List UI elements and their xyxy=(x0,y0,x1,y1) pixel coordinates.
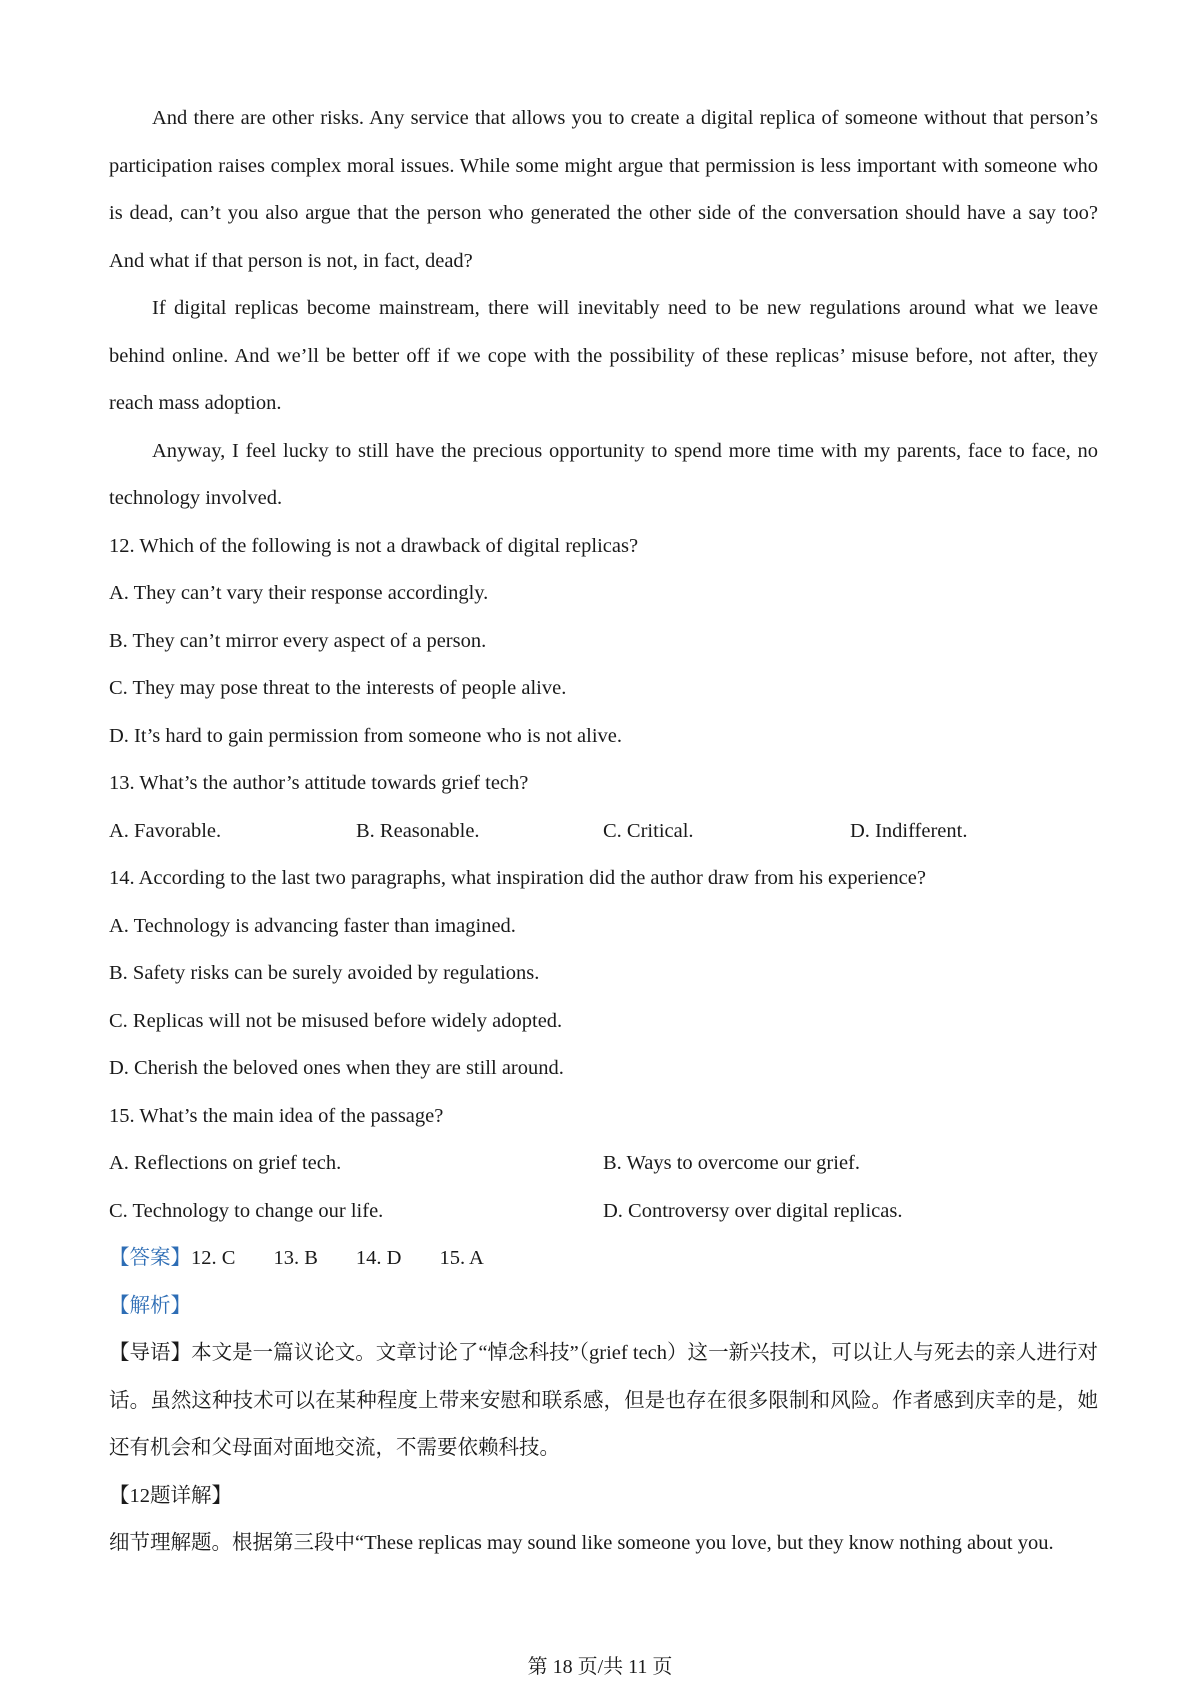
question-15-option-a: A. Reflections on grief tech. xyxy=(109,1152,342,1174)
question-12 xyxy=(109,523,1098,761)
detail-12-text: 细节理解题。根据第三段中“These replicas may sound like someone you love, but they know nothing about you. xyxy=(109,1532,1054,1554)
question-13-option-d: D. Indifferent. xyxy=(850,819,968,842)
answer-item: 13. B xyxy=(273,1247,318,1269)
question-12-stem: 12. Which of the following is not a drawback of digital replicas? xyxy=(109,534,639,557)
question-13-option-a: A. Favorable. xyxy=(109,819,222,842)
question-12-option-a: A. They can’t vary their response accordingly. xyxy=(109,582,489,604)
document-body xyxy=(109,95,1098,1568)
intro-label: 【导语】 xyxy=(109,1342,192,1364)
question-15 xyxy=(109,1093,1098,1236)
question-14 xyxy=(109,855,1098,1093)
detail-12-label: 【12题详解】 xyxy=(109,1484,232,1507)
question-14-option-b: B. Safety risks can be surely avoided by regulations. xyxy=(109,962,540,984)
analysis-label: 【解析】 xyxy=(109,1294,191,1317)
question-14-stem: 14. According to the last two paragraphs, what inspiration did the author draw from his experience? xyxy=(109,867,926,889)
question-14-option-a: A. Technology is advancing faster than imagined. xyxy=(109,914,516,937)
intro-text: 本文是一篇议论文。文章讨论了“悼念科技”（grief tech）这一新兴技术，可以让人与死去的亲人进行对话。虽然这种技术可以在某种程度上带来安慰和联系感，但是也存在很多限制和风险。作者感到庆幸的是，她还有机会和父母面对面地交流，不需要依赖科技。 xyxy=(109,1342,1098,1459)
question-15-options-row-1 xyxy=(109,1140,1098,1188)
question-14-option-d: D. Cherish the beloved ones when they are still around. xyxy=(109,1057,564,1079)
question-12-option-b: B. They can’t mirror every aspect of a person. xyxy=(109,629,487,652)
question-13 xyxy=(109,760,1098,855)
page-footer: 第 18 页/共 11 页 xyxy=(527,1656,673,1678)
question-15-options-row-2 xyxy=(109,1188,1098,1236)
answer-item: 14. D xyxy=(355,1247,402,1269)
question-12-option-c: C. They may pose threat to the interests of people alive. xyxy=(109,677,567,699)
question-13-option-c: C. Critical. xyxy=(603,819,694,842)
answer-label: 【答案】 xyxy=(109,1247,191,1269)
question-12-option-d: D. It’s hard to gain permission from someone who is not alive. xyxy=(109,724,622,747)
question-15-stem: 15. What’s the main idea of the passage? xyxy=(109,1104,444,1127)
question-15-option-b: B. Ways to overcome our grief. xyxy=(603,1152,861,1174)
intro-paragraph xyxy=(109,1330,1098,1473)
question-15-option-d: D. Controversy over digital replicas. xyxy=(603,1199,903,1222)
paragraph-regulations: If digital replicas become mainstream, there will inevitably need to be new regulations around what we leave behind online. And we’ll be better off if we cope with the possibility of these replicas’ misuse before, not after, they reach mass adoption. xyxy=(109,297,1098,414)
paragraph-risks: And there are other risks. Any service that allows you to create a digital replica of someone without that person’s participation raises complex moral issues. While some might argue that permission is less important with someone who is dead, can’t you also argue that the person who generated the other side of the conversation should have a say too? And what if that person is not, in fact, dead? xyxy=(109,107,1098,272)
question-15-option-c: C. Technology to change our life. xyxy=(109,1199,384,1222)
answer-item: 15. A xyxy=(439,1247,484,1269)
answer-key xyxy=(109,1235,1098,1283)
question-14-option-c: C. Replicas will not be misused before widely adopted. xyxy=(109,1009,563,1032)
answer-item: 12. C xyxy=(191,1247,236,1269)
question-13-option-b: B. Reasonable. xyxy=(356,819,480,842)
question-13-options xyxy=(109,808,1098,856)
question-13-stem: 13. What’s the author’s attitude towards grief tech? xyxy=(109,772,529,794)
paragraph-conclusion: Anyway, I feel lucky to still have the precious opportunity to spend more time with my parents, face to face, no technology involved. xyxy=(109,439,1098,509)
